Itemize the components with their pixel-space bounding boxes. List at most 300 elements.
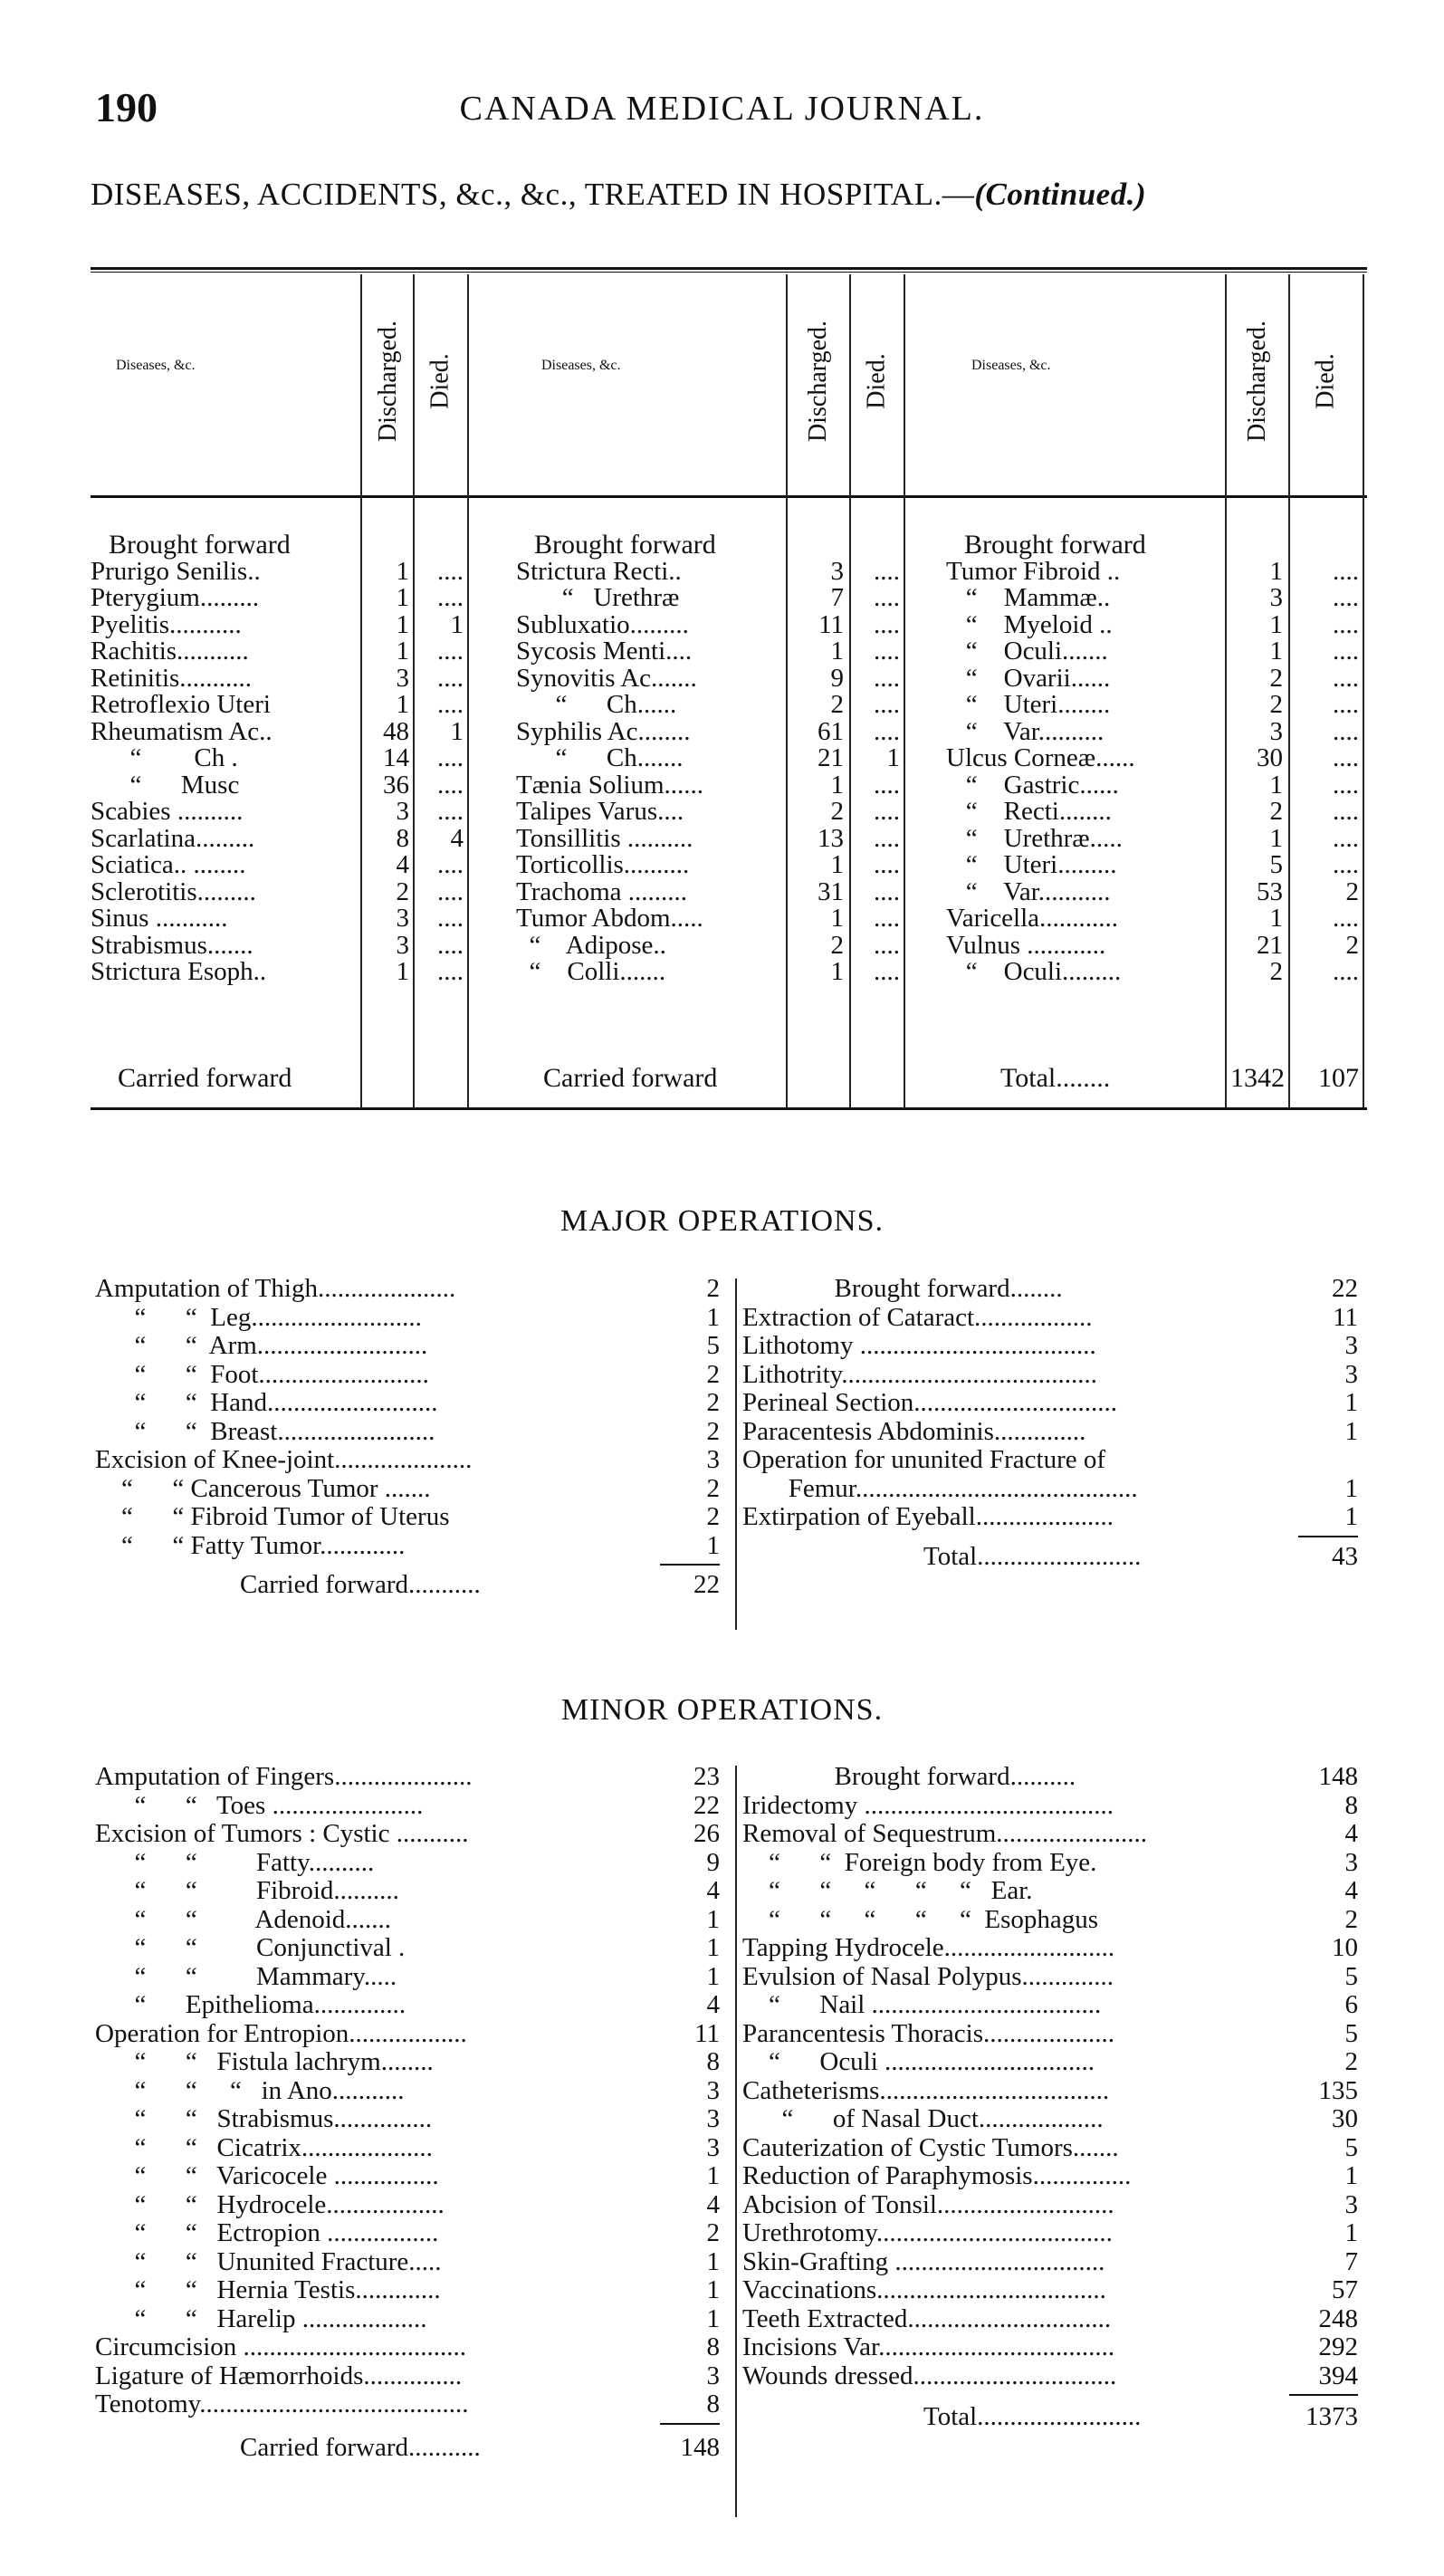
died-count: .... xyxy=(1333,823,1359,853)
disease-row xyxy=(516,905,904,933)
died-count: .... xyxy=(874,904,900,933)
operation-name: “ “ Strabismus............... xyxy=(95,2105,433,2133)
operation-count: 3 xyxy=(1344,1331,1358,1360)
disease-row xyxy=(91,772,467,800)
operation-count: 5 xyxy=(1344,2018,1358,2048)
died-count: .... xyxy=(437,743,464,772)
operation-count: 3 xyxy=(1344,1847,1358,1877)
operation-name: Amputation of Fingers..................... xyxy=(95,1763,473,1791)
discharged-count: 2 xyxy=(1269,797,1283,826)
discharged-count: 4 xyxy=(396,850,409,879)
disease-name: Tumor Fibroid .. xyxy=(946,558,1121,585)
brought-forward-label: Brought forward xyxy=(534,530,716,560)
died-count: .... xyxy=(1333,556,1359,586)
header-bottom-rule xyxy=(91,495,1367,498)
discharged-count: 31 xyxy=(818,876,844,906)
operation-name: “ “ Fatty Tumor............. xyxy=(95,1531,406,1560)
operation-row xyxy=(742,2219,1358,2248)
died-count: .... xyxy=(437,583,464,612)
total-count: 1373 xyxy=(1305,2402,1358,2431)
table-title-text: DISEASES, ACCIDENTS, &c., &c., TREATED IN HOSPITAL.— xyxy=(91,177,975,212)
column-header xyxy=(516,267,904,495)
discharged-count: 1 xyxy=(830,904,844,933)
operation-name: Amputation of Thigh..................... xyxy=(95,1275,456,1303)
operation-row xyxy=(742,1820,1358,1849)
disease-row xyxy=(516,556,904,586)
operation-row xyxy=(95,1503,729,1532)
discharged-count: 21 xyxy=(818,743,844,772)
journal-title: CANADA MEDICAL JOURNAL. xyxy=(459,90,985,128)
major-operations-title: MAJOR OPERATIONS. xyxy=(559,1204,885,1238)
operation-row xyxy=(95,2162,729,2191)
disease-row xyxy=(91,905,467,933)
disease-name: Rachitis........... xyxy=(91,638,249,666)
operation-name: Reduction of Paraphymosis............... xyxy=(742,2162,1132,2190)
operation-row xyxy=(742,2162,1358,2191)
died-count: .... xyxy=(874,583,900,612)
footer-label: Total........ xyxy=(1000,1063,1111,1093)
operation-name: “ “ Arm.......................... xyxy=(95,1332,428,1360)
discharged-count: 1 xyxy=(396,583,409,612)
operation-count: 8 xyxy=(1344,1790,1358,1820)
operation-count: 148 xyxy=(1318,1762,1358,1791)
disease-name: “ Gastric...... xyxy=(946,771,1119,799)
operation-count: 10 xyxy=(1332,1933,1358,1962)
operation-count: 9 xyxy=(706,1847,720,1877)
operation-name: Brought forward.......... xyxy=(742,1763,1076,1791)
died-count: .... xyxy=(1333,663,1359,693)
disease-name: Talipes Varus.... xyxy=(516,799,684,826)
discharged-count: 3 xyxy=(396,904,409,933)
operation-name: “ “ Fibroid.......... xyxy=(95,1877,399,1905)
operation-row xyxy=(742,2276,1358,2305)
discharged-count: 21 xyxy=(1257,930,1283,960)
discharged-count: 3 xyxy=(396,930,409,960)
sum-rule xyxy=(1298,1536,1358,1537)
died-count: .... xyxy=(874,556,900,586)
column-rule xyxy=(904,274,905,1107)
died-count: .... xyxy=(437,930,464,960)
disease-name: Pyelitis........... xyxy=(91,611,242,638)
operation-row xyxy=(95,2134,729,2163)
operation-row xyxy=(742,2048,1358,2077)
disease-row xyxy=(516,745,904,772)
disease-row xyxy=(91,663,467,693)
operation-name: “ “ Fatty.......... xyxy=(95,1848,375,1877)
operation-row xyxy=(742,1763,1358,1792)
operation-row xyxy=(742,1877,1358,1906)
total-label: Total......................... xyxy=(923,1541,1142,1571)
discharged-count: 11 xyxy=(818,609,844,639)
died-count: .... xyxy=(437,690,464,719)
operation-row xyxy=(95,1934,729,1963)
operation-count: 135 xyxy=(1318,2075,1358,2105)
operation-name: Excision of Tumors : Cystic ........... xyxy=(95,1820,469,1848)
disease-row xyxy=(946,905,1363,933)
operation-count: 8 xyxy=(706,2047,720,2076)
header-discharged: Discharged. xyxy=(1243,321,1271,442)
operation-row xyxy=(95,1763,729,1792)
discharged-count: 14 xyxy=(383,743,409,772)
operation-row xyxy=(742,2333,1358,2362)
disease-rows xyxy=(946,531,1363,986)
operation-row xyxy=(742,1991,1358,2020)
operation-row xyxy=(95,2248,729,2277)
header-died: Died. xyxy=(863,353,891,409)
operation-count: 4 xyxy=(1344,1876,1358,1905)
operation-row xyxy=(95,1792,729,1821)
major-operations-right xyxy=(742,1275,1358,1571)
discharged-count: 1 xyxy=(396,637,409,666)
operation-count: 6 xyxy=(1344,1990,1358,2019)
operation-name: Teeth Extracted............................... xyxy=(742,2304,1112,2333)
disease-column-footer xyxy=(946,1064,1363,1093)
disease-name: Sciatica.. ........ xyxy=(91,852,246,879)
died-count: .... xyxy=(1333,904,1359,933)
operation-name: “ “ Foreign body from Eye. xyxy=(742,1848,1097,1877)
discharged-count: 1 xyxy=(1269,770,1283,800)
operation-count: 248 xyxy=(1318,2303,1358,2333)
operation-row xyxy=(95,1849,729,1878)
operation-row xyxy=(95,1418,729,1447)
disease-row xyxy=(946,638,1363,666)
operation-count: 1 xyxy=(706,1302,720,1332)
disease-name: “ Ch . xyxy=(91,745,238,772)
operation-row xyxy=(95,1906,729,1935)
operation-row xyxy=(95,2333,729,2362)
discharged-count: 1 xyxy=(830,850,844,879)
disease-row xyxy=(91,692,467,719)
header-discharged-cell xyxy=(362,267,415,495)
operation-name: Circumcision .................................. xyxy=(95,2333,467,2361)
discharged-count: 2 xyxy=(830,690,844,719)
operation-name: “ of Nasal Duct................... xyxy=(742,2105,1104,2133)
died-count: .... xyxy=(1333,690,1359,719)
total-label: Carried forward........... xyxy=(240,2432,481,2462)
died-count: 4 xyxy=(450,823,464,853)
operation-name: Skin-Grafting ................................ xyxy=(742,2247,1105,2276)
disease-row xyxy=(946,930,1363,960)
disease-name: Rheumatism Ac.. xyxy=(91,718,273,745)
discharged-count: 13 xyxy=(818,823,844,853)
died-count: .... xyxy=(437,957,464,986)
disease-name: “ Ovarii...... xyxy=(946,665,1111,692)
operation-count: 2 xyxy=(706,2218,720,2247)
operation-row xyxy=(742,1475,1358,1504)
header-diseases: Diseases, &c. xyxy=(971,358,1051,373)
disease-row xyxy=(946,852,1363,879)
operation-row xyxy=(95,1820,729,1849)
disease-row xyxy=(91,556,467,586)
disease-name: “ Recti........ xyxy=(946,799,1112,826)
operation-count: 2 xyxy=(706,1359,720,1389)
operation-name: Iridectomy ...................................... xyxy=(742,1791,1114,1820)
discharged-count: 2 xyxy=(396,876,409,906)
running-header xyxy=(95,83,1349,138)
operation-count: 2 xyxy=(706,1388,720,1417)
died-count: .... xyxy=(874,663,900,693)
operation-count: 1 xyxy=(1344,1502,1358,1531)
header-died: Died. xyxy=(1312,353,1340,409)
operation-name: Cauterization of Cystic Tumors....... xyxy=(742,2133,1119,2162)
total-died: 107 xyxy=(1318,1063,1359,1093)
operation-name: “ “ Fistula lachrym........ xyxy=(95,2048,434,2076)
disease-row xyxy=(91,716,467,746)
died-count: .... xyxy=(437,876,464,906)
operation-row xyxy=(742,2191,1358,2220)
disease-row xyxy=(516,692,904,719)
operation-count: 30 xyxy=(1332,2104,1358,2133)
disease-name: Ulcus Corneæ...... xyxy=(946,745,1135,772)
died-count: 1 xyxy=(450,609,464,639)
discharged-count: 3 xyxy=(396,663,409,693)
disease-row xyxy=(516,609,904,639)
operation-count: 22 xyxy=(693,1790,720,1820)
operation-row xyxy=(742,1389,1358,1418)
operation-count: 2 xyxy=(706,1274,720,1303)
operation-row xyxy=(95,2020,729,2049)
disease-name: Sycosis Menti.... xyxy=(516,638,693,666)
discharged-count: 1 xyxy=(830,770,844,800)
disease-row xyxy=(516,876,904,906)
discharged-count: 48 xyxy=(383,716,409,746)
operation-count: 3 xyxy=(1344,2189,1358,2219)
disease-rows xyxy=(516,531,904,986)
operation-count: 3 xyxy=(1344,1359,1358,1389)
operation-count: 4 xyxy=(1344,1819,1358,1848)
disease-rows xyxy=(91,531,467,986)
operation-count: 8 xyxy=(706,2332,720,2361)
header-discharged-cell xyxy=(1227,267,1288,495)
disease-row xyxy=(946,876,1363,906)
died-count: .... xyxy=(1333,583,1359,612)
discharged-count: 3 xyxy=(1269,716,1283,746)
discharged-count: 2 xyxy=(1269,663,1283,693)
disease-row xyxy=(91,959,467,986)
disease-name: Syphilis Ac........ xyxy=(516,718,691,745)
operation-row xyxy=(95,1332,729,1361)
discharged-count: 2 xyxy=(1269,957,1283,986)
operation-row xyxy=(742,1332,1358,1361)
disease-row xyxy=(946,823,1363,853)
sum-rule xyxy=(660,1564,720,1566)
sum-rule xyxy=(1289,2394,1358,2396)
disease-name: Sinus ........... xyxy=(91,905,228,933)
disease-row xyxy=(91,745,467,772)
operation-count: 5 xyxy=(1344,2132,1358,2162)
page-number: 190 xyxy=(95,84,158,130)
column-header xyxy=(91,267,467,495)
header-died-cell xyxy=(415,267,467,495)
operation-name: “ “ Harelip ................... xyxy=(95,2304,427,2333)
disease-name: “ Urethræ xyxy=(516,585,680,612)
disease-row xyxy=(91,876,467,906)
disease-name: “ Var.......... xyxy=(946,718,1105,745)
table-title xyxy=(91,177,1385,213)
disease-row xyxy=(946,772,1363,800)
operation-row xyxy=(95,2362,729,2391)
disease-name: “ Mammæ.. xyxy=(946,585,1111,612)
operation-total-row xyxy=(95,1571,729,1600)
disease-row xyxy=(91,930,467,960)
disease-row xyxy=(946,609,1363,639)
discharged-count: 7 xyxy=(830,583,844,612)
discharged-count: 1 xyxy=(1269,609,1283,639)
discharged-count: 30 xyxy=(1257,743,1283,772)
operation-name: “ “ Leg.......................... xyxy=(95,1303,422,1332)
operation-row xyxy=(742,2362,1358,2391)
died-count: .... xyxy=(874,770,900,800)
disease-row xyxy=(946,692,1363,719)
discharged-count: 1 xyxy=(1269,823,1283,853)
operation-count: 57 xyxy=(1332,2275,1358,2304)
disease-name: Tumor Abdom..... xyxy=(516,905,703,933)
operation-name: Extraction of Cataract.................. xyxy=(742,1303,1093,1332)
disease-row xyxy=(91,609,467,639)
operation-count: 4 xyxy=(706,2189,720,2219)
operation-name: Parancentesis Thoracis.................... xyxy=(742,2019,1115,2048)
footer-label: Carried forward xyxy=(118,1063,292,1093)
total-count: 43 xyxy=(1332,1541,1358,1571)
operation-name: Operation for Entropion.................. xyxy=(95,2019,467,2048)
disease-name: “ Uteri......... xyxy=(946,852,1117,879)
discharged-count: 2 xyxy=(830,930,844,960)
died-count: .... xyxy=(1333,797,1359,826)
died-count: .... xyxy=(1333,770,1359,800)
disease-name: Strictura Esoph.. xyxy=(91,959,267,986)
disease-name: Vulnus ............ xyxy=(946,932,1106,959)
operation-name: “ “ Conjunctival . xyxy=(95,1934,406,1962)
operation-name: Removal of Sequestrum....................... xyxy=(742,1820,1148,1848)
operation-row xyxy=(95,2276,729,2305)
operation-count: 7 xyxy=(1344,2246,1358,2276)
operation-name: “ “ Mammary..... xyxy=(95,1962,397,1991)
operation-count: 1 xyxy=(1344,2218,1358,2247)
died-count: .... xyxy=(874,716,900,746)
discharged-count: 1 xyxy=(396,556,409,586)
disease-row xyxy=(516,585,904,612)
died-count: .... xyxy=(874,637,900,666)
operation-count: 3 xyxy=(706,2104,720,2133)
operation-name: Catheterisms................................... xyxy=(742,2076,1110,2105)
died-count: .... xyxy=(437,637,464,666)
footer-label: Carried forward xyxy=(543,1063,718,1093)
operation-row xyxy=(95,2077,729,2106)
operation-count: 11 xyxy=(694,2018,720,2048)
disease-row xyxy=(516,638,904,666)
operation-name: “ “ Cancerous Tumor ....... xyxy=(95,1474,431,1503)
operation-row xyxy=(742,2134,1358,2163)
disease-name: “ Adipose.. xyxy=(516,932,666,959)
disease-row xyxy=(516,663,904,693)
disease-name: “ Oculi....... xyxy=(946,638,1108,666)
operation-row xyxy=(742,1503,1358,1532)
disease-name: Varicella............ xyxy=(946,905,1119,933)
operation-count: 1 xyxy=(706,2275,720,2304)
operation-row xyxy=(742,1849,1358,1878)
disease-name: Retroflexio Uteri xyxy=(91,692,271,719)
operation-count: 3 xyxy=(706,2075,720,2105)
disease-name: Scarlatina......... xyxy=(91,825,255,852)
discharged-count: 2 xyxy=(1269,690,1283,719)
discharged-count: 53 xyxy=(1257,876,1283,906)
operation-count: 1 xyxy=(1344,1416,1358,1446)
disease-column-footer xyxy=(91,1064,467,1093)
disease-name: “ Colli....... xyxy=(516,959,666,986)
operation-row xyxy=(95,1963,729,1992)
operation-row xyxy=(95,2390,729,2419)
operation-name: Paracentesis Abdominis.............. xyxy=(742,1417,1086,1446)
operation-count: 1 xyxy=(706,1530,720,1560)
disease-name: “ Oculi......... xyxy=(946,959,1122,986)
operation-count: 1 xyxy=(706,2303,720,2333)
disease-name: Retinitis........... xyxy=(91,665,253,692)
operation-name: “ “ “ “ “ Ear. xyxy=(742,1877,1033,1905)
died-count: 2 xyxy=(1345,930,1359,960)
discharged-count: 3 xyxy=(830,556,844,586)
operation-row xyxy=(95,2191,729,2220)
operation-count: 8 xyxy=(706,2389,720,2418)
died-count: 1 xyxy=(886,743,900,772)
operation-name: Lithotrity....................................... xyxy=(742,1360,1098,1389)
died-count: .... xyxy=(437,556,464,586)
died-count: .... xyxy=(1333,637,1359,666)
operation-name: “ Oculi ................................ xyxy=(742,2048,1095,2076)
operation-row xyxy=(742,1275,1358,1304)
operation-name: Vaccinations................................... xyxy=(742,2276,1106,2304)
disease-name: Tænia Solium...... xyxy=(516,771,704,799)
operation-count: 2 xyxy=(706,1502,720,1531)
disease-name: Strictura Recti.. xyxy=(516,558,682,585)
header-diseases: Diseases, &c. xyxy=(541,358,621,373)
disease-name: “ Uteri........ xyxy=(946,692,1111,719)
operation-row xyxy=(95,2305,729,2334)
died-count: .... xyxy=(437,850,464,879)
operation-count: 4 xyxy=(706,1990,720,2019)
total-count: 148 xyxy=(680,2432,720,2462)
died-count: .... xyxy=(874,823,900,853)
disease-name: “ Ch...... xyxy=(516,692,677,719)
header-discharged: Discharged. xyxy=(374,321,402,442)
discharged-count: 1 xyxy=(1269,637,1283,666)
operation-total-row xyxy=(742,1543,1358,1572)
discharged-count: 1 xyxy=(1269,904,1283,933)
disease-row xyxy=(516,799,904,826)
operation-name: Tapping Hydrocele.......................... xyxy=(742,1934,1115,1962)
header-diseases: Diseases, &c. xyxy=(116,358,196,373)
disease-name: Tonsillitis .......... xyxy=(516,825,693,852)
operation-count: 2 xyxy=(1344,2047,1358,2076)
operation-total-row xyxy=(742,2403,1358,2432)
disease-name: Prurigo Senilis.. xyxy=(91,558,261,585)
operation-total-row xyxy=(95,2434,729,2463)
disease-row xyxy=(946,959,1363,986)
operation-count: 5 xyxy=(1344,1961,1358,1991)
operation-name: Perineal Section............................... xyxy=(742,1389,1118,1417)
operation-row xyxy=(742,1304,1358,1333)
operation-name: “ “ Hand.......................... xyxy=(95,1389,438,1417)
operation-name: Wounds dressed............................... xyxy=(742,2361,1117,2390)
major-divider xyxy=(735,1278,737,1630)
disease-name: Strabismus....... xyxy=(91,932,253,959)
operation-count: 1 xyxy=(1344,1473,1358,1503)
disease-row xyxy=(946,745,1363,772)
operation-name: “ Nail ................................... xyxy=(742,1991,1102,2019)
discharged-count: 3 xyxy=(1269,583,1283,612)
operation-name: Abcision of Tonsil........................... xyxy=(742,2190,1114,2219)
disease-row xyxy=(91,823,467,853)
operation-name: Ligature of Hæmorrhoids............... xyxy=(95,2361,463,2390)
